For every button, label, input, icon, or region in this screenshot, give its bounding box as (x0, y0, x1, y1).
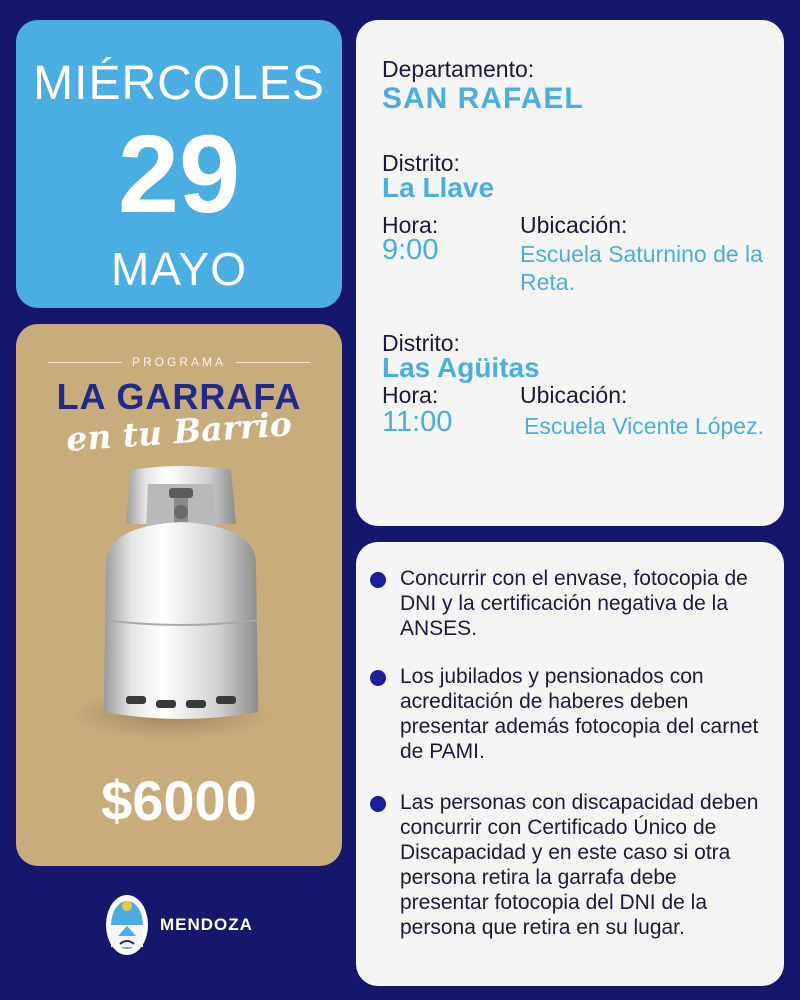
location-label: Ubicación: (520, 382, 628, 408)
location-value: Escuela Saturnino de la Reta. (520, 241, 763, 295)
time-value: 9:00 (382, 234, 439, 266)
date-month: MAYO (110, 243, 248, 295)
mendoza-shield-icon (104, 892, 150, 958)
time-value: 11:00 (382, 406, 453, 438)
department-label: Departamento: (382, 56, 535, 82)
department-value: SAN RAFAEL (382, 82, 584, 115)
program-subtitle: en tu Barrio (65, 404, 293, 459)
date-weekday: MIÉRCOLES (33, 57, 325, 110)
bullet-icon (370, 670, 386, 686)
program-label: PROGRAMA (132, 355, 227, 369)
promo-card (16, 324, 342, 866)
mendoza-logo (104, 892, 253, 958)
requirement-item (370, 566, 774, 641)
district-label: Distrito: (382, 150, 460, 176)
schedule-card (356, 20, 784, 526)
district-value: La Llave (382, 172, 495, 203)
requirements-card (356, 542, 784, 986)
date-day: 29 (117, 113, 241, 236)
location-label: Ubicación: (520, 212, 628, 238)
divider (236, 362, 310, 363)
requirement-text: Concurrir con el envase, fotocopia de DNI y la certificación negativa de la ANSES. (400, 567, 748, 640)
program-label-row (48, 354, 310, 370)
price: $6000 (101, 769, 257, 832)
divider (48, 362, 122, 363)
bullet-icon (370, 572, 386, 588)
time-label: Hora: (382, 382, 439, 408)
district-value: Las Agüitas (382, 352, 540, 383)
location-value: Escuela Vicente López. (524, 413, 764, 439)
date-card (16, 20, 342, 308)
requirement-text: Los jubilados y pensionados con acreditación de haberes deben presentar además fotocopia del carnet de PAMI. (400, 665, 759, 763)
gas-cylinder-icon (76, 464, 286, 754)
requirement-item (370, 664, 774, 764)
requirement-item (370, 790, 774, 940)
program-title: LA GARRAFA (56, 376, 302, 417)
requirement-text: Las personas con discapacidad deben concurrir con Certificado Único de Discapacidad y en este caso si otra persona retira la garrafa debe presentar fotocopia del DNI de la persona que retira en su lugar. (400, 791, 759, 939)
logo-text: MENDOZA (160, 915, 253, 934)
time-label: Hora: (382, 212, 439, 238)
district-label: Distrito: (382, 330, 460, 356)
bullet-icon (370, 796, 386, 812)
